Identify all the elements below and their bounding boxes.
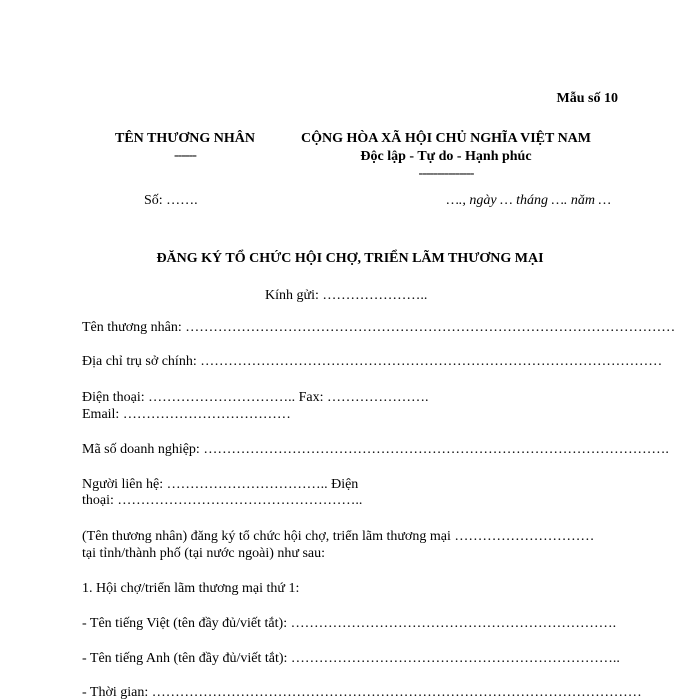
fair-section-heading: 1. Hội chợ/triển lãm thương mại thứ 1: [82,581,300,596]
country-header: CỘNG HÒA XÃ HỘI CHỦ NGHĨA VIỆT NAM [300,131,591,146]
email-field: Email: ……………………………… [82,407,291,422]
merchant-name-field: Tên thương nhân: …………………………………………………………………………………………… [82,320,676,335]
contact-phone-field: thoại: …………………………………………….. [82,493,363,508]
enterprise-code-field: Mã số doanh nghiệp: ………………………………………………………………………………………. [82,442,669,457]
form-number: Mẫu số 10 [556,91,618,106]
document-title: ĐĂNG KÝ TỔ CHỨC HỘI CHỢ, TRIỂN LÃM THƯƠNG MẠI [156,251,544,266]
salutation: Kính gửi: ………………….. [265,288,428,303]
merchant-name-header: TÊN THƯƠNG NHÂN [114,131,255,146]
phone-fax-field: Điện thoại: ………………………….. Fax: …………………. [82,390,429,405]
motto: Độc lập - Tự do - Hạnh phúc [360,149,532,164]
vietnamese-name-field: - Tên tiếng Việt (tên đầy đủ/viết tắt): ……………………………………………………………. [82,616,617,631]
time-field: - Thời gian: …………………………………………………………………………………………… [82,685,642,700]
head-office-field: Địa chỉ trụ sở chính: ……………………………………………………………………………………… [82,354,663,369]
contact-person-field: Người liên hệ: …………………………….. Điện [82,477,359,492]
merchant-header-rule: ------ [174,148,196,163]
registration-paragraph-line1: (Tên thương nhân) đăng ký tổ chức hội chợ, triển lãm thương mại ………………………… [82,529,595,544]
english-name-field: - Tên tiếng Anh (tên đầy đủ/viết tắt): …………………………………………………………….. [82,651,620,666]
registration-paragraph-line2: tại tỉnh/thành phố (tại nước ngoài) như sau: [82,546,326,561]
date-line: …., ngày … tháng …. năm … [446,193,611,208]
document-number: Số: ……. [144,193,198,208]
motto-rule: --------------- [418,166,474,181]
